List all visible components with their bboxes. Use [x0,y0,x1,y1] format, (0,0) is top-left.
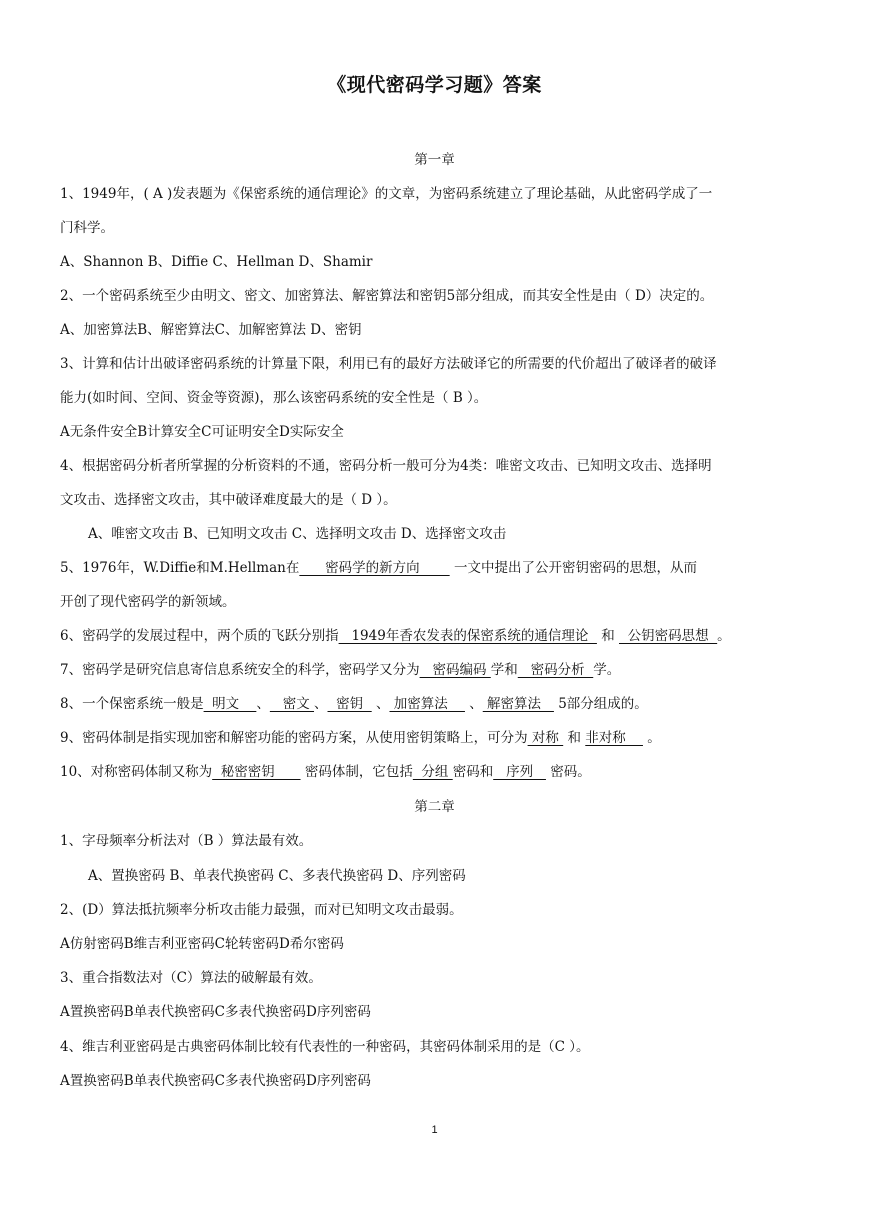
ch1-q10-answer-1: 秘密密钥 [212,764,301,780]
ch1-q7-prefix: 7、密码学是研究信息寄信息系统安全的科学，密码学又分为 [60,662,420,678]
ch1-q6-answer-2: 公钥密码思想 [619,628,718,644]
ch1-q7-answer-2: 密码分析 [517,662,594,678]
ch1-q6-suffix: 。 [717,628,731,644]
ch1-q8-sep-2: 、 [314,696,328,712]
ch2-q2: 2、(D）算法抵抗频率分析攻击能力最强，而对已知明文攻击最弱。 [60,902,463,918]
ch1-q9-prefix: 9、密码体制是指实现加密和解密功能的密码方案，从使用密钥策略上，可分为 [60,730,528,746]
ch1-q10-suffix: 密码。 [545,764,591,780]
ch1-q5-line2: 开创了现代密码学的新领域。 [60,594,236,610]
ch1-q8-prefix: 8、一个保密系统一般是 [60,696,204,712]
ch1-q9-answer-2: 非对称 [585,730,643,746]
ch1-q3-line2: 能力(如时间、空间、资金等资源)，那么该密码系统的安全性是（ B ）。 [60,390,488,406]
ch1-q6-connector: 和 [596,628,619,644]
ch1-q8-sep-3: 、 [371,696,390,712]
ch1-q9-connector: 和 [563,730,586,746]
ch1-q1-options: A、Shannon B、Diffie C、Hellman D、Shamir [60,254,373,270]
ch1-q9-suffix: 。 [642,730,661,746]
ch1-q9 [60,728,820,748]
ch1-q6-prefix: 6、密码学的发展过程中，两个质的飞跃分别指 [60,628,339,644]
ch1-q10-answer-3: 序列 [493,764,546,780]
document-title: 《现代密码学习题》答案 [327,74,542,96]
ch1-q8-suffix: 5部分组成的。 [553,696,648,712]
ch1-q10-middle-2: 密码和 [452,764,494,780]
ch1-q3-line1: 3、计算和估计出破译密码系统的计算量下限，利用已有的最好方法破译它的所需要的代价超出了破译者的破译 [60,356,717,372]
ch1-q2-options: A、加密算法B、解密算法C、加解密算法 D、密钥 [60,322,362,338]
ch1-q5-answer: 密码学的新方向 [299,560,450,576]
ch1-q10-prefix: 10、对称密码体制又称为 [60,764,213,780]
ch1-q8-answer-1: 明文 [203,696,257,712]
ch1-q4-line1: 4、根据密码分析者所掌握的分析资料的不通，密码分析一般可分为4类：唯密文攻击、已知明文攻击、选择明 [60,458,712,474]
ch1-q8-sep-1: 、 [256,696,270,712]
ch1-q8-answer-5: 解密算法 [482,696,554,712]
ch2-q2-options: A仿射密码B维吉利亚密码C轮转密码D希尔密码 [60,936,344,952]
ch2-q4-options: A置换密码B单表代换密码C多表代换密码D序列密码 [60,1073,371,1089]
ch1-q8-sep-4: 、 [464,696,483,712]
ch1-q1-line2: 门科学。 [60,220,114,236]
chapter-2-heading: 第二章 [414,799,455,815]
ch2-q1-options: A、置换密码 B、单表代换密码 C、多表代换密码 D、序列密码 [88,868,466,884]
ch1-q8 [60,694,820,714]
ch1-q7 [60,660,820,680]
ch1-q5-suffix: 一文中提出了公开密钥密码的思想，从而 [449,560,697,576]
ch1-q4-options: A、唯密文攻击 B、已知明文攻击 C、选择明文攻击 D、选择密文攻击 [88,526,507,542]
ch1-q4-line2: 文攻击、选择密文攻击，其中破译难度最大的是（ D ）。 [60,492,397,508]
ch1-q6-answer-1: 1949年香农发表的保密系统的通信理论 [338,628,597,644]
ch1-q3-options: A无条件安全B计算安全C可证明安全D实际安全 [60,424,344,440]
ch1-q7-answer-1: 密码编码 [419,662,491,678]
chapter-1-heading: 第一章 [414,152,455,168]
ch2-q4: 4、维吉利亚密码是古典密码体制比较有代表性的一种密码，其密码体制采用的是（C ）。 [60,1039,590,1055]
ch1-q5-prefix: 5、1976年，W.Diffie和M.Hellman在 [60,560,300,576]
ch1-q7-connector: 学和 [490,662,518,678]
ch1-q9-answer-1: 对称 [527,730,564,746]
ch1-q10-answer-2: 分组 [412,764,453,780]
ch1-q8-answer-3: 密钥 [327,696,372,712]
ch2-q1: 1、字母频率分析法对（B ）算法最有效。 [60,833,313,849]
ch1-q2: 2、一个密码系统至少由明文、密文、加密算法、解密算法和密钥5部分组成，而其安全性是由（ D）决定的。 [60,288,714,304]
ch1-q6 [60,626,820,646]
ch1-q10 [60,762,820,782]
ch1-q8-answer-2: 密文 [269,696,315,712]
ch2-q3-options: A置换密码B单表代换密码C多表代换密码D序列密码 [60,1004,371,1020]
ch1-q1-line1: 1、1949年，( A )发表题为《保密系统的通信理论》的文章，为密码系统建立了理论基础，从此密码学成了一 [60,186,713,202]
ch1-q8-answer-4: 加密算法 [389,696,465,712]
ch1-q5-line1 [60,558,820,578]
ch1-q7-suffix: 学。 [593,662,621,678]
ch1-q10-middle-1: 密码体制，它包括 [300,764,413,780]
page-number: 1 [431,1124,438,1136]
ch2-q3: 3、重合指数法对（C）算法的破解最有效。 [60,970,322,986]
